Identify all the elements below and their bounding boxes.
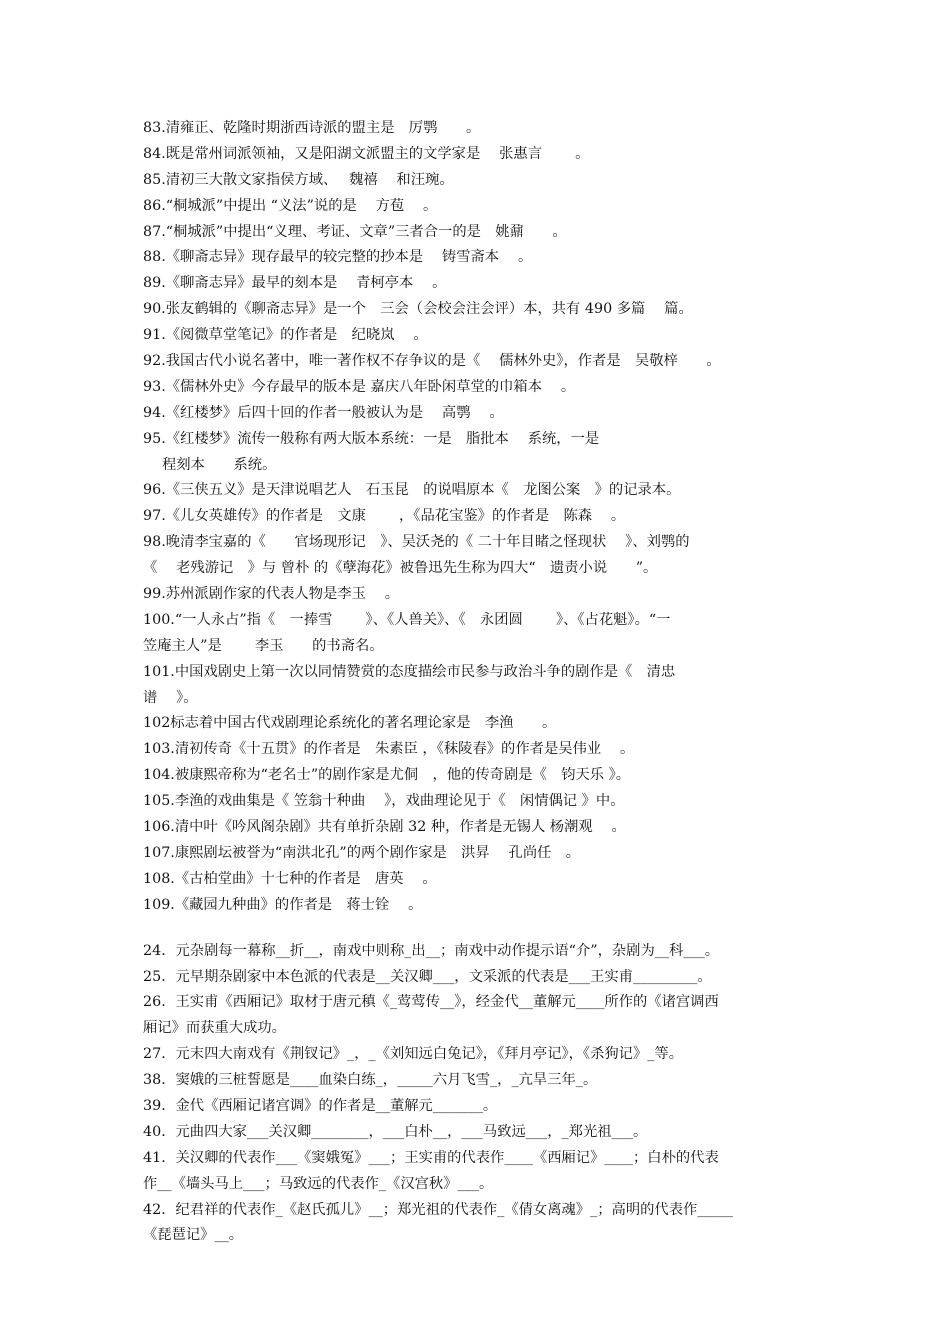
text-line: 89.《聊斋志异》最早的刻本是 青柯亭本 。 [143, 275, 447, 292]
text-line: 42．纪君祥的代表作_《赵氏孤儿》__；郑光祖的代表作_《倩女离魂》_；高明的代表作_____ [143, 1201, 734, 1218]
text-line: 103.清初传奇《十五贯》的作者是 朱素臣 ，《秣陵春》的作者是吴伟业 。 [143, 741, 635, 758]
text-line: 40．元曲四大家___关汉卿________，___白朴__，___马致远___，_郑光祖___。 [143, 1123, 648, 1140]
text-line: 96.《三侠五义》是天津说唱艺人 石玉昆 的说唱原本《 龙图公案 》的记录本。 [143, 482, 681, 499]
document-body [143, 116, 811, 1249]
text-line: 90.张友鹤辑的《聊斋志异》是一个 三会（会校会注会评）本，共有 490 多篇 篇。 [143, 301, 693, 318]
text-line: 39．金代《西厢记诸宫调》的作者是__董解元_______。 [143, 1097, 498, 1114]
text-line: 《琵琶记》__。 [143, 1227, 244, 1244]
text-line: 26．王实甫《西厢记》取材于唐元稹《_莺莺传__》，经金代__董解元____所作的《诸宫调西 [143, 994, 719, 1011]
text-line: 27．元末四大南戏有《荆钗记》_，_《刘知远白兔记》，《拜月亭记》，《杀狗记》_等。 [143, 1046, 684, 1063]
text-line: 107.康熙剧坛被誉为“南洪北孔”的两个剧作家是 洪昇 孔尚任 。 [143, 844, 581, 861]
text-line: 102标志着中国古代戏剧理论系统化的著名理论家是 李渔 。 [143, 715, 557, 732]
text-line: 92.我国古代小说名著中，唯一著作权不存争议的是《 儒林外史》，作者是 吴敬梓 。 [143, 353, 721, 370]
text-line: 83.清雍正、乾隆时期浙西诗派的盟主是 厉鹗 。 [143, 120, 481, 136]
text-line: 厢记》而获重大成功。 [143, 1020, 286, 1037]
text-line: 105.李渔的戏曲集是《 笠翁十种曲 》，戏曲理论见于《 闲情偶记 》中。 [143, 793, 625, 810]
section-gap [143, 919, 811, 939]
text-line: 94.《红楼梦》后四十回的作者一般被认为是 高鹗 。 [143, 404, 504, 421]
text-line: 《 老残游记 》与 曾朴 的《孽海花》被鲁迅先生称为四大“ 遗责小说 ”。 [143, 560, 658, 577]
text-line: 100.“一人永占”指《 一捧雪 》、《人兽关》、《 永团圆 》、《占花魁》。“一 [143, 611, 671, 628]
text-line: 86.“桐城派”中提出 “义法”说的是 方苞 。 [143, 197, 438, 214]
text-line: 作__《墙头马上___；马致远的代表作_《汉宫秋》___。 [143, 1175, 494, 1192]
text-line: 104.被康熙帝称为“老名士”的剧作家是尤侗 ，他的传奇剧是《 钧天乐 》。 [143, 767, 631, 784]
text-line: 25．元早期杂剧家中本色派的代表是__关汉卿___，文采派的代表是___王实甫_________。 [143, 968, 712, 985]
text-line: 85.清初三大散文家指侯方域、 魏禧 和汪琬。 [143, 171, 454, 188]
text-line: 41．关汉卿的代表作___《窦娥冤》___；王实甫的代表作____《西厢记》____；白朴的代表 [143, 1149, 719, 1166]
text-line: 程刻本 系统。 [162, 456, 277, 473]
text-line: 95.《红楼梦》流传一般称有两大版本系统：一是 脂批本 系统，一是 [143, 430, 600, 447]
text-line: 88.《聊斋志异》现存最早的较完整的抄本是 铸雪斋本 。 [143, 249, 533, 266]
text-line: 24．元杂剧每一幕称__折__，南戏中则称_出__；南戏中动作提示语“介”，杂剧为__科___。 [143, 942, 720, 959]
text-line: 87.“桐城派”中提出“义理、考证、文章”三者合一的是 姚鼐 。 [143, 223, 567, 240]
text-line: 笠庵主人”是 李玉 的书斋名。 [143, 637, 384, 654]
text-line: 109.《藏园九种曲》的作者是 蒋士铨 。 [143, 896, 423, 913]
text-line: 84.既是常州词派领袖，又是阳湖文派盟主的文学家是 张惠言 。 [143, 145, 590, 162]
text-line: 98.晚清李宝嘉的《 官场现形记 》、吴沃尧的《 二十年目睹之怪现状 》、刘鹗的 [143, 534, 690, 551]
text-line: 谱 》。 [143, 689, 198, 706]
text-line: 38．窦娥的三桩誓愿是____血染白练_，_____六月飞雪_，_亢旱三年_。 [143, 1072, 598, 1089]
text-line: 97.《儿女英雄传》的作者是 文康 ，《品花宝鉴》的作者是 陈森 。 [143, 508, 626, 525]
text-line: 108.《古柏堂曲》十七种的作者是 唐英 。 [143, 870, 437, 887]
text-line: 93.《儒林外史》今存最早的版本是 嘉庆八年卧闲草堂的巾箱本 。 [143, 378, 576, 395]
text-line: 106.清中叶《吟风阁杂剧》共有单折杂剧 32 种，作者是无锡人 杨潮观 。 [143, 819, 626, 836]
text-line: 101.中国戏剧史上第一次以同情赞赏的态度描绘市民参与政治斗争的剧作是《 清忠 [143, 663, 676, 680]
text-line: 91.《阅微草堂笔记》的作者是 纪晓岚 。 [143, 327, 428, 344]
text-line: 99.苏州派剧作家的代表人物是李玉 。 [143, 586, 400, 603]
